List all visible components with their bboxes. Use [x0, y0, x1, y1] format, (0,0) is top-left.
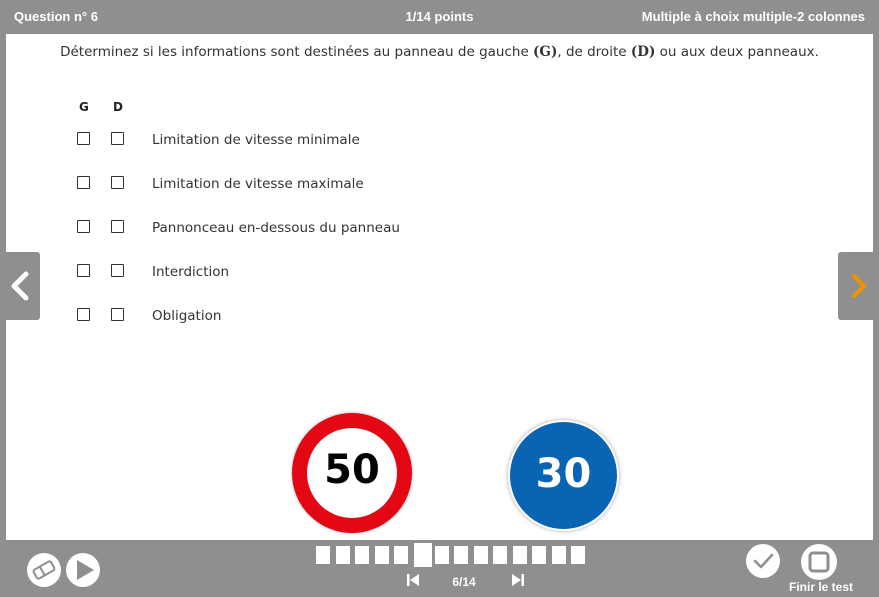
column-header-g: G: [79, 100, 89, 114]
question-panel: [6, 34, 873, 540]
validate-button[interactable]: [746, 544, 780, 578]
row-label: Obligation: [152, 308, 222, 324]
max-speed-sign: [292, 413, 412, 533]
left-code: (G): [533, 44, 558, 60]
points-label: 1/14 points: [405, 9, 474, 24]
progress-segment[interactable]: [394, 546, 408, 564]
question-counter: 6/14: [452, 575, 476, 589]
checkbox-right[interactable]: [111, 264, 124, 277]
column-header-d: D: [113, 100, 123, 114]
progress-segment[interactable]: [375, 546, 389, 564]
finish-test-label[interactable]: Finir le test: [788, 580, 853, 594]
finish-test-button[interactable]: [801, 544, 837, 580]
checkbox-left[interactable]: [77, 264, 90, 277]
eraser-button[interactable]: [27, 553, 61, 587]
check-icon: [746, 544, 780, 578]
previous-question-button[interactable]: [0, 252, 40, 320]
checkbox-right[interactable]: [111, 132, 124, 145]
stop-icon: [801, 544, 837, 580]
chevron-left-icon: [8, 270, 32, 302]
question-number: Question n° 6: [14, 9, 98, 24]
checkbox-left[interactable]: [77, 220, 90, 233]
progress-segment[interactable]: [571, 546, 585, 564]
row-label: Interdiction: [152, 264, 230, 280]
play-audio-button[interactable]: [66, 553, 100, 587]
row-label: Limitation de vitesse maximale: [152, 176, 364, 192]
min-speed-sign: [508, 420, 619, 531]
last-question-icon[interactable]: [510, 573, 526, 587]
question-type: Multiple à choix multiple-2 colonnes: [641, 9, 865, 24]
checkbox-left[interactable]: [77, 176, 90, 189]
chevron-right-icon: [846, 270, 870, 302]
progress-segment[interactable]: [493, 546, 507, 564]
header-bar: [0, 0, 879, 34]
checkbox-right[interactable]: [111, 308, 124, 321]
min-speed-value: 30: [535, 451, 592, 497]
progress-segment[interactable]: [435, 546, 449, 564]
progress-segment[interactable]: [316, 546, 330, 564]
right-code: (D): [630, 44, 656, 60]
progress-segment-current[interactable]: [414, 543, 432, 567]
footer-bar: [0, 540, 879, 597]
progress-segment[interactable]: [336, 546, 350, 564]
checkbox-right[interactable]: [111, 176, 124, 189]
play-icon: [66, 553, 100, 587]
progress-segment[interactable]: [454, 546, 468, 564]
max-speed-value: 50: [324, 447, 380, 493]
progress-segment[interactable]: [513, 546, 527, 564]
row-label: Pannonceau en-dessous du panneau: [152, 220, 400, 236]
row-label: Limitation de vitesse minimale: [152, 132, 360, 148]
progress-segment[interactable]: [532, 546, 546, 564]
progress-segment[interactable]: [355, 546, 369, 564]
eraser-icon: [27, 553, 61, 587]
checkbox-left[interactable]: [77, 308, 90, 321]
checkbox-left[interactable]: [77, 132, 90, 145]
checkbox-right[interactable]: [111, 220, 124, 233]
progress-segment[interactable]: [552, 546, 566, 564]
instruction-text: Déterminez si les informations sont destinées au panneau de gauche (G), de droite (D) ou aux deux panneaux.: [60, 44, 819, 60]
next-question-button[interactable]: [838, 252, 878, 320]
progress-segment[interactable]: [474, 546, 488, 564]
first-question-icon[interactable]: [405, 573, 421, 587]
